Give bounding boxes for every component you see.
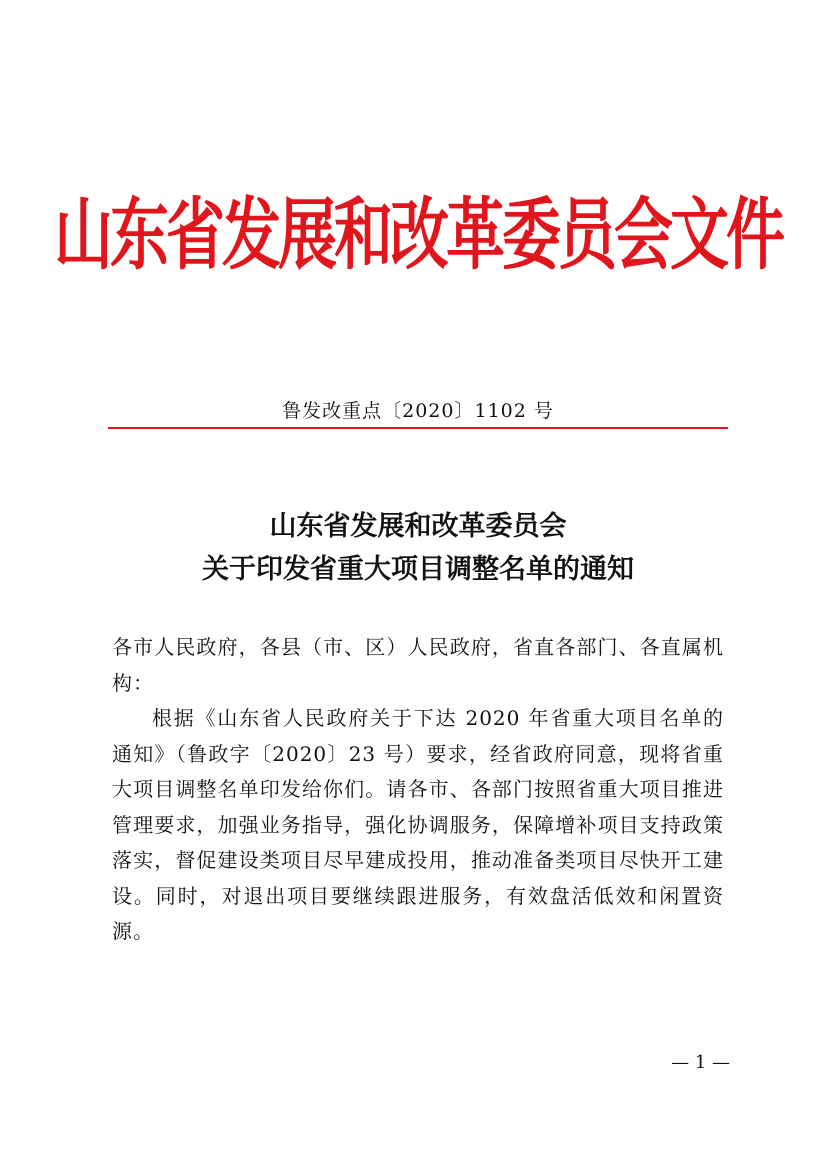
document-body — [112, 630, 724, 950]
body-paragraph: 根据《山东省人民政府关于下达 2020 年省重大项目名单的通知》（鲁政字〔2020〕23 号）要求，经省政府同意，现将省重大项目调整名单印发给你们。请各市、各部门按照省重大项目推进管理要求，加强业务指导，强化协调服务，保障增补项目支持政策落实，督促建设类项目尽早建成投用，推动准备类项目尽快开工建设。同时，对退出项目要继续跟进服务，有效盘活低效和闲置资源。 — [112, 706, 724, 943]
document-header-title: 山东省发展和改革委员会文件 — [54, 188, 783, 280]
document-number: 鲁发改重点〔2020〕1102 号 — [282, 400, 554, 422]
red-divider-line — [108, 427, 728, 429]
subject-line-2: 关于印发省重大项目调整名单的通知 — [202, 554, 634, 585]
page-number: — 1 — — [671, 1052, 730, 1073]
document-subject — [108, 505, 728, 591]
subject-line-1: 山东省发展和改革委员会 — [269, 511, 567, 542]
salutation: 各市人民政府，各县（市、区）人民政府，省直各部门、各直属机构： — [112, 635, 724, 695]
